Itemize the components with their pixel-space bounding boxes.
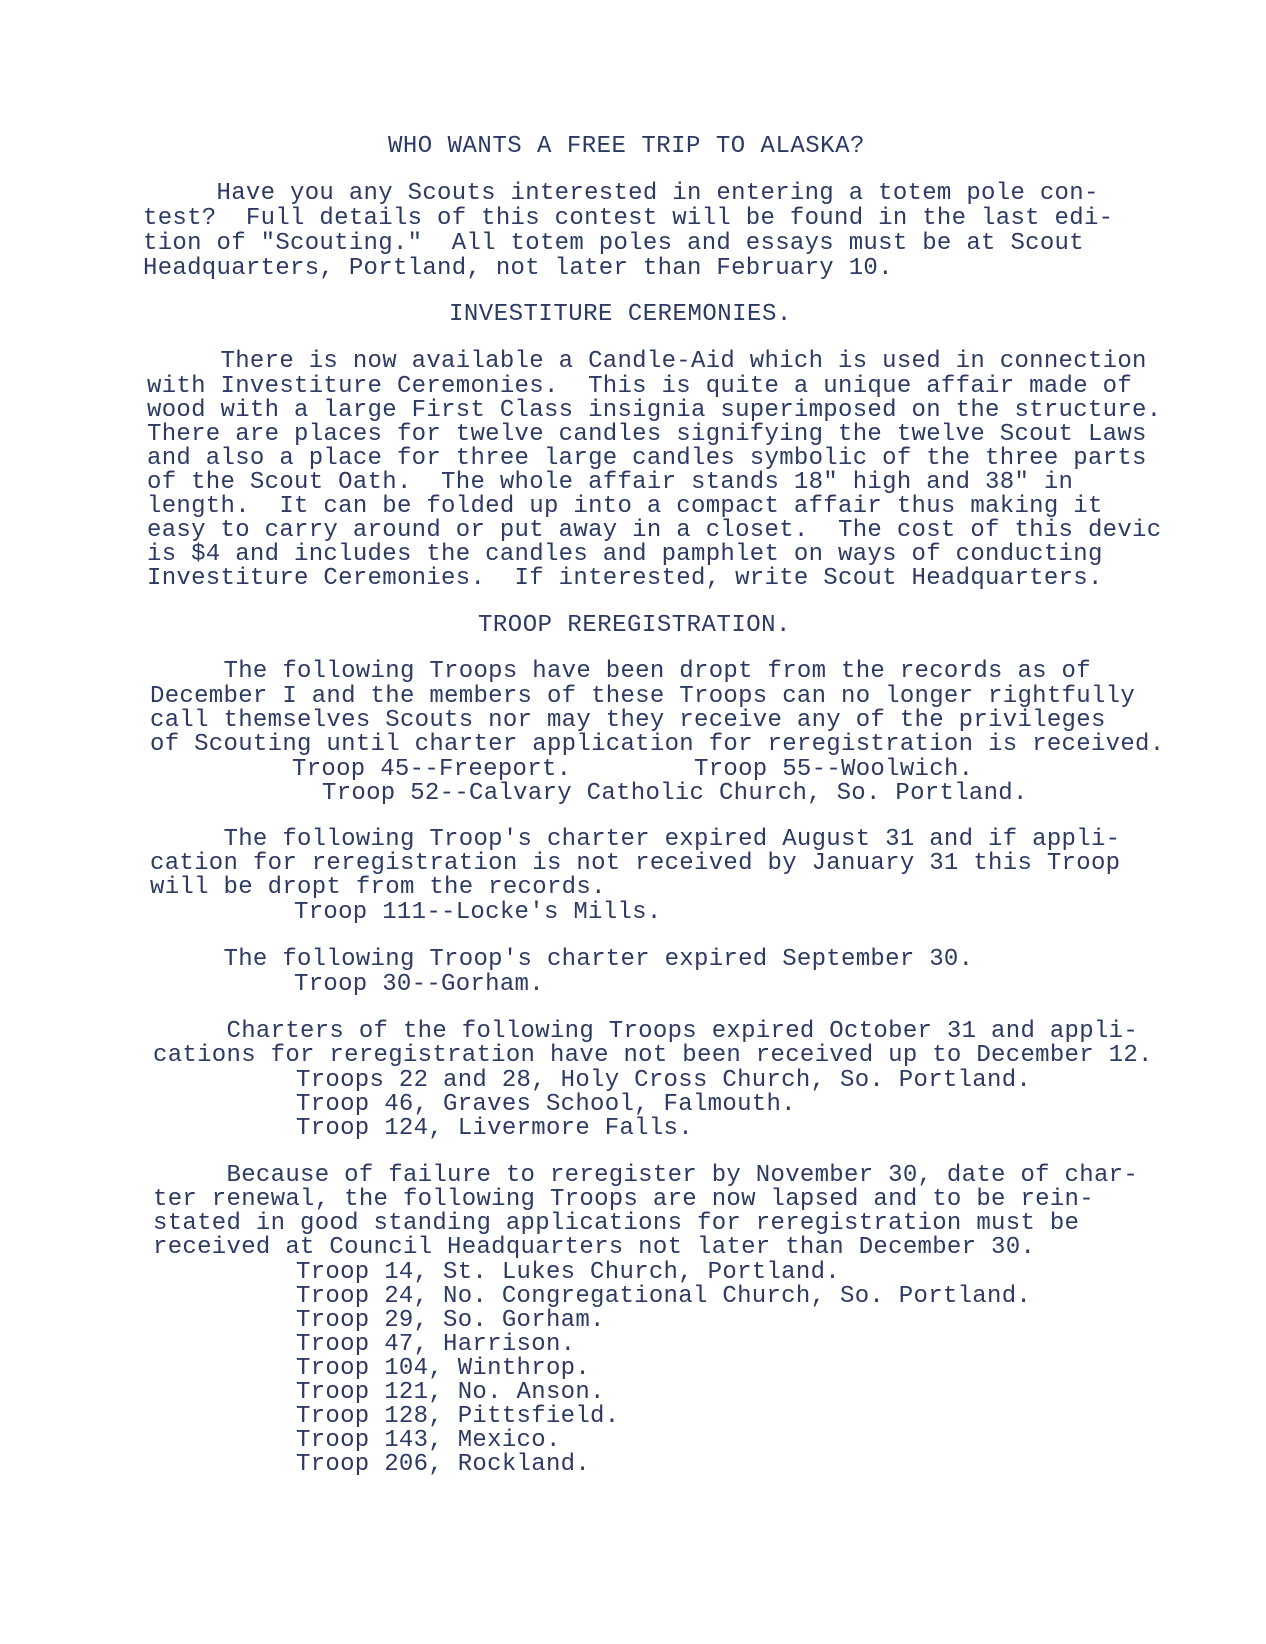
investiture-line: of the Scout Oath. The whole affair stands 18" high and 38" in — [147, 469, 1074, 496]
investiture-line: with Investiture Ceremonies. This is quite a unique affair made of — [147, 373, 1133, 400]
november-line: Because of failure to reregister by November 30, date of char- — [153, 1162, 1139, 1189]
august-line: will be dropt from the records. — [150, 874, 606, 901]
alaska-line: tion of "Scouting." All totem poles and essays must be at Scout — [143, 230, 1084, 257]
alaska-line: test? Full details of this contest will be found in the last edi- — [143, 205, 1114, 232]
troop-entry: Troop 45--Freeport. — [292, 756, 572, 783]
dropped-line: The following Troops have been dropt from the records as of — [150, 658, 1091, 685]
heading-investiture: INVESTITURE CEREMONIES. — [449, 301, 792, 328]
investiture-line: is $4 and includes the candles and pamphlet on ways of conducting — [147, 541, 1103, 568]
troop-entry: Troop 104, Winthrop. — [296, 1355, 591, 1382]
investiture-line: and also a place for three large candles symbolic of the three parts — [147, 445, 1147, 472]
october-line: cations for reregistration have not been received up to December 12. — [153, 1042, 1153, 1069]
alaska-line: Have you any Scouts interested in entering a totem pole con- — [143, 180, 1099, 207]
investiture-line: There is now available a Candle-Aid which is used in connection — [147, 348, 1147, 375]
troop-entry: Troop 30--Gorham. — [294, 971, 544, 998]
troop-entry: Troop 14, St. Lukes Church, Portland. — [296, 1259, 840, 1286]
heading-reregistration: TROOP REREGISTRATION. — [478, 612, 791, 639]
investiture-line: wood with a large First Class insignia superimposed on the structure. — [147, 397, 1162, 424]
troop-entry: Troop 124, Livermore Falls. — [296, 1115, 693, 1142]
november-line: ter renewal, the following Troops are now lapsed and to be rein- — [153, 1186, 1094, 1213]
troop-entry: Troop 55--Woolwich. — [694, 756, 974, 783]
troop-entry: Troop 24, No. Congregational Church, So. Portland. — [296, 1283, 1032, 1310]
troop-entry: Troops 22 and 28, Holy Cross Church, So. Portland. — [296, 1067, 1032, 1094]
dropped-line: of Scouting until charter application for reregistration is received. — [150, 731, 1165, 758]
october-line: Charters of the following Troops expired October 31 and appli- — [153, 1018, 1139, 1045]
troop-entry: Troop 111--Locke's Mills. — [294, 899, 662, 926]
heading-alaska: WHO WANTS A FREE TRIP TO ALASKA? — [388, 133, 865, 160]
dropped-line: December I and the members of these Troops can no longer rightfully — [150, 683, 1136, 710]
troop-entry: Troop 206, Rockland. — [296, 1451, 591, 1478]
dropped-line: call themselves Scouts nor may they receive any of the privileges — [150, 707, 1106, 734]
september-line: The following Troop's charter expired September 30. — [150, 946, 974, 973]
troop-entry: Troop 46, Graves School, Falmouth. — [296, 1091, 796, 1118]
november-line: received at Council Headquarters not later than December 30. — [153, 1234, 1036, 1261]
november-line: stated in good standing applications for reregistration must be — [153, 1210, 1080, 1237]
investiture-line: easy to carry around or put away in a closet. The cost of this devic — [147, 517, 1162, 544]
troop-entry: Troop 47, Harrison. — [296, 1331, 576, 1358]
troop-entry: Troop 128, Pittsfield. — [296, 1403, 620, 1430]
investiture-line: There are places for twelve candles signifying the twelve Scout Laws — [147, 421, 1147, 448]
investiture-line: length. It can be folded up into a compact affair thus making it — [147, 493, 1103, 520]
troop-entry: Troop 121, No. Anson. — [296, 1379, 605, 1406]
alaska-line: Headquarters, Portland, not later than February 10. — [143, 255, 893, 282]
troop-entry: Troop 52--Calvary Catholic Church, So. Portland. — [322, 780, 1028, 807]
august-line: cation for reregistration is not received by January 31 this Troop — [150, 850, 1121, 877]
troop-entry: Troop 143, Mexico. — [296, 1427, 561, 1454]
august-line: The following Troop's charter expired August 31 and if appli- — [150, 826, 1121, 853]
investiture-line: Investiture Ceremonies. If interested, write Scout Headquarters. — [147, 565, 1103, 592]
troop-entry: Troop 29, So. Gorham. — [296, 1307, 605, 1334]
